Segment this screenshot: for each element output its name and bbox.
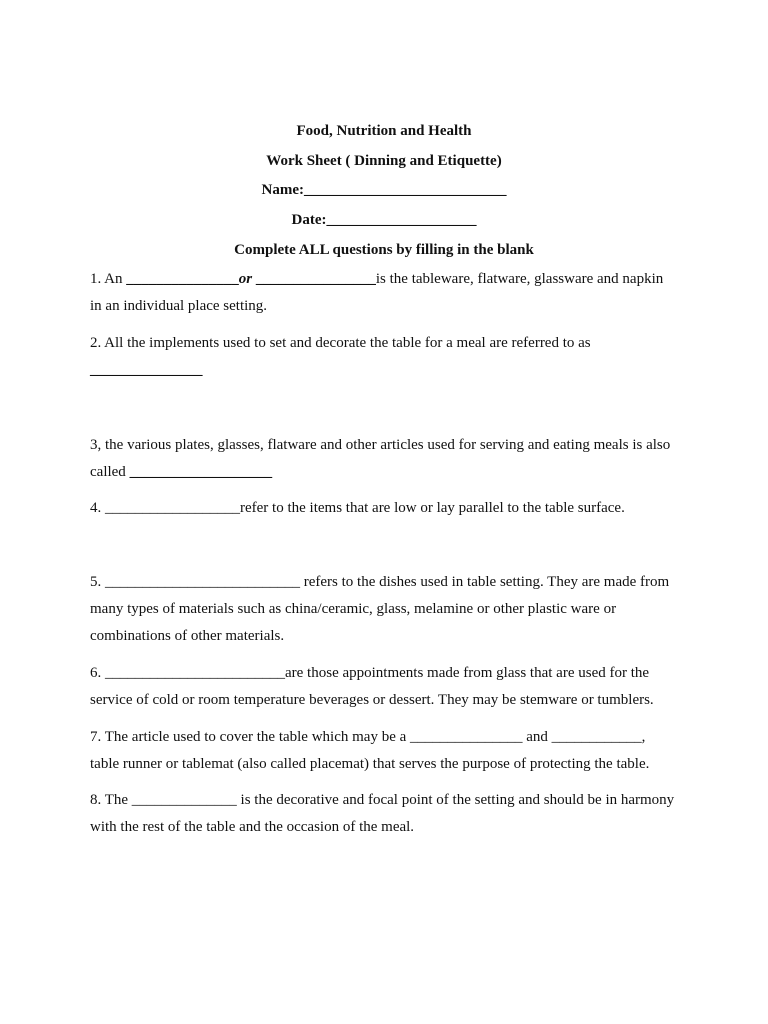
question-5-line-1: 5. __________________________ refers to the dishes used in table setting. They are made from (90, 574, 670, 590)
question-6-line-2: service of cold or room temperature beverages or dessert. They may be stemware or tumblers. (90, 692, 654, 708)
question-2-line-1: 2. All the implements used to set and decorate the table for a meal are referred to as (90, 335, 591, 351)
question-1-line-2: in an individual place setting. (90, 298, 268, 314)
question-3-line-2 (90, 462, 272, 482)
q1-prefix: 1. An (90, 271, 127, 287)
question-5-line-3: combinations of other materials. (90, 628, 285, 644)
question-8-line-1: 8. The ______________ is the decorative and focal point of the setting and should be in harmony (90, 792, 675, 808)
q1-blank-b: ________________ (252, 271, 376, 287)
question-4-line-1: 4. __________________refer to the items that are low or lay parallel to the table surface. (90, 500, 625, 516)
question-1-line-1 (90, 269, 663, 289)
question-3-line-1: 3, the various plates, glasses, flatware and other articles used for serving and eating meals is also (90, 437, 671, 453)
date-label: Date: (291, 212, 327, 228)
q3-called: called (90, 464, 130, 480)
q1-blank-a: _______________ (126, 271, 239, 287)
question-7-line-1: 7. The article used to cover the table which may be a _______________ and ____________, (90, 729, 646, 745)
instructions: Complete ALL questions by filling in the blank (234, 242, 534, 258)
date-blank: ____________________ (326, 212, 477, 228)
question-7-line-2: table runner or tablemat (also called placemat) that serves the purpose of protecting the table. (90, 756, 650, 772)
question-6-line-1: 6. ________________________are those appointments made from glass that are used for the (90, 665, 650, 681)
question-8-line-2: with the rest of the table and the occasion of the meal. (90, 819, 415, 835)
course-title: Food, Nutrition and Health (296, 123, 472, 139)
name-label: Name: (261, 182, 304, 198)
name-line (0, 180, 768, 200)
q1-rest: is the tableware, flatware, glassware and napkin (375, 271, 664, 287)
worksheet-title: Work Sheet ( Dinning and Etiquette) (266, 153, 502, 169)
q1-or: or (238, 271, 253, 287)
question-5-line-2: many types of materials such as china/ceramic, glass, melamine or other plastic ware or (90, 601, 617, 617)
q3-blank: ___________________ (129, 464, 273, 480)
question-2-blank: _______________ (90, 362, 203, 378)
date-line (0, 210, 768, 230)
name-blank: ___________________________ (303, 182, 507, 198)
